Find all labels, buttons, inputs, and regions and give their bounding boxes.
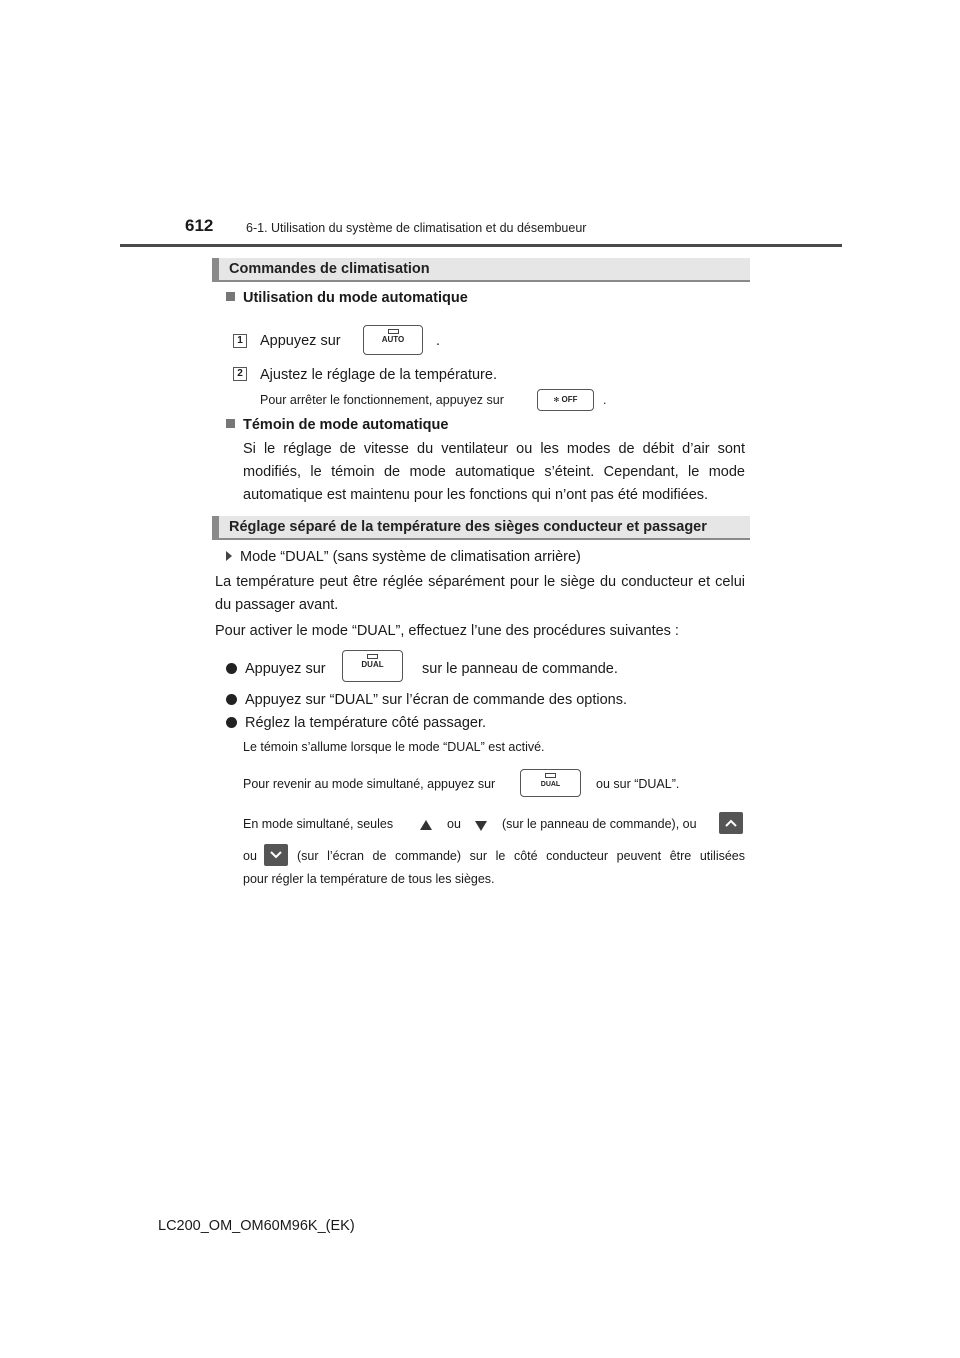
dual-mode-line-text: Mode “DUAL” (sans système de climatisation arrière) bbox=[240, 549, 581, 565]
note-all-seats: pour régler la température de tous les sièges. bbox=[243, 872, 495, 886]
bullet-1 bbox=[226, 658, 326, 680]
indicator-led-icon bbox=[367, 654, 378, 659]
note-panel: (sur le panneau de commande), ou bbox=[502, 817, 697, 831]
page-number: 612 bbox=[185, 216, 214, 235]
step2-text: Ajustez le réglage de la température. bbox=[260, 367, 497, 383]
bullet-icon bbox=[226, 694, 237, 705]
bullet-3 bbox=[226, 712, 486, 734]
auto-button-label: AUTO bbox=[381, 335, 405, 344]
subheading-auto-indicator bbox=[226, 417, 448, 433]
bullet-2-text: Appuyez sur “DUAL” sur l’écran de commande des options. bbox=[245, 692, 628, 708]
dual-mode-line bbox=[226, 546, 581, 568]
fan-icon: ✻ bbox=[553, 397, 560, 404]
arrow-bullet-icon bbox=[226, 551, 232, 561]
note-simultaneous-tail: ou sur “DUAL”. bbox=[596, 777, 680, 791]
step1-text: Appuyez sur bbox=[260, 333, 341, 349]
subheading-auto-mode bbox=[226, 290, 468, 306]
subheading-auto-mode-text: Utilisation du mode automatique bbox=[243, 290, 468, 306]
screen-up-button-image bbox=[719, 812, 743, 834]
note-screen: (sur l’écran de commande) sur le côté conducteur peuvent être utilisées bbox=[297, 849, 745, 863]
bullet-icon bbox=[226, 717, 237, 728]
step-number-1: 1 bbox=[233, 334, 247, 348]
chapter-title: 6-1. Utilisation du système de climatisation et du désembueur bbox=[246, 221, 587, 235]
triangle-up-icon bbox=[420, 820, 432, 830]
note-simultaneous: Pour revenir au mode simultané, appuyez sur bbox=[243, 777, 496, 791]
bullet-icon bbox=[226, 663, 237, 674]
indicator-led-icon bbox=[545, 773, 556, 778]
note-or-1: ou bbox=[447, 817, 461, 831]
indicator-led-icon bbox=[388, 329, 399, 334]
dual-paragraph-2: Pour activer le mode “DUAL”, effectuez l’une des procédures suivantes : bbox=[215, 623, 679, 639]
off-button-label: OFF bbox=[561, 395, 578, 404]
chevron-down-icon bbox=[264, 844, 288, 866]
screen-down-button-image bbox=[264, 844, 288, 866]
header-rule bbox=[120, 244, 842, 247]
chevron-up-icon bbox=[719, 812, 743, 834]
bullet-1-text: Appuyez sur bbox=[245, 661, 326, 677]
stop-instruction: Pour arrêter le fonctionnement, appuyez sur bbox=[260, 393, 504, 407]
note-simul-mode: En mode simultané, seules bbox=[243, 817, 394, 831]
document-code: LC200_OM_OM60M96K_(EK) bbox=[158, 1218, 355, 1234]
subheading-auto-indicator-text: Témoin de mode automatique bbox=[243, 417, 449, 433]
triangle-down-icon bbox=[475, 821, 487, 831]
square-bullet-icon bbox=[226, 292, 235, 301]
dual-button-image bbox=[342, 650, 403, 682]
dual-button-image-small bbox=[520, 769, 581, 797]
note-indicator: Le témoin s’allume lorsque le mode “DUAL” est activé. bbox=[243, 740, 545, 754]
note-or-2: ou bbox=[243, 849, 257, 863]
dual-paragraph-1: La température peut être réglée séparément pour le siège du conducteur et celui du passager avant. bbox=[215, 574, 745, 613]
section-heading-climate-controls: Commandes de climatisation bbox=[212, 258, 750, 282]
step-number-2: 2 bbox=[233, 367, 247, 381]
section-heading-dual: Réglage séparé de la température des sièges conducteur et passager bbox=[212, 516, 750, 540]
step1-period: . bbox=[436, 333, 441, 349]
square-bullet-icon bbox=[226, 419, 235, 428]
dual-button-label: DUAL bbox=[361, 660, 384, 669]
stop-period: . bbox=[603, 393, 607, 407]
bullet-2 bbox=[226, 689, 627, 711]
indicator-paragraph: Si le réglage de vitesse du ventilateur ou les modes de débit d’air sont modifiés, le témoin de mode automatique s’éteint. Cependant, le mode automatique est maintenu pour les fonctions qui n’ont pas été modifiées. bbox=[243, 441, 745, 503]
dual-button-label: DUAL bbox=[540, 781, 561, 788]
off-button-image bbox=[537, 389, 594, 411]
bullet-1-tail: sur le panneau de commande. bbox=[422, 661, 618, 677]
bullet-3-text: Réglez la température côté passager. bbox=[245, 715, 486, 731]
auto-button-image bbox=[363, 325, 423, 355]
